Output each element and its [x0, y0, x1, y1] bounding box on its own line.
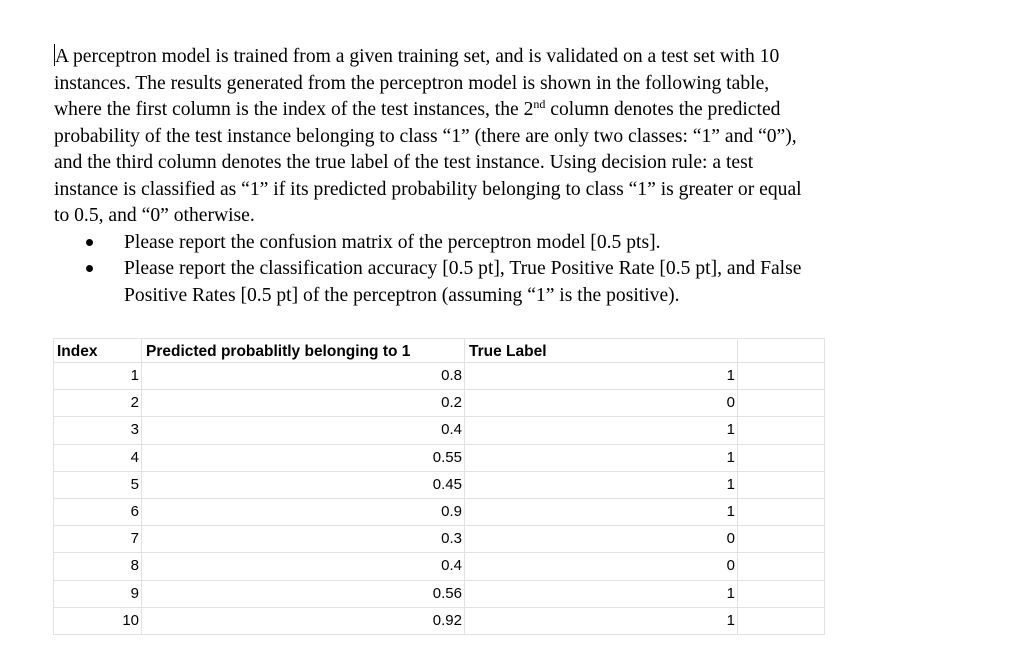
- text-line-4: probability of the test instance belonging to class “1” (there are only two classes: “1” and “0”),: [54, 125, 797, 147]
- cell-true-label: 1: [726, 421, 735, 439]
- cell-index: 10: [122, 611, 139, 629]
- question-text: [54, 44, 954, 309]
- task-list: [54, 230, 954, 310]
- cell-predicted-probability: 0.55: [432, 448, 462, 466]
- table-gridline-horizontal: [53, 498, 825, 499]
- table-gridline-vertical: [464, 338, 465, 634]
- cell-true-label: 1: [726, 475, 735, 493]
- table-gridline-horizontal: [53, 552, 825, 553]
- header-index: Index: [57, 343, 98, 360]
- cell-index: 3: [130, 421, 139, 439]
- cell-index: 2: [130, 394, 139, 412]
- table-gridline-horizontal: [53, 338, 825, 339]
- text-line-7: to 0.5, and “0” otherwise.: [54, 205, 255, 226]
- table-gridline-horizontal: [53, 416, 825, 417]
- text-line: [54, 46, 779, 67]
- task-text-line-2: Positive Rates [0.5 pt] of the perceptron (assuming “1” is the positive).: [124, 284, 680, 306]
- question-paragraph: [54, 44, 954, 230]
- cell-index: 5: [130, 475, 139, 493]
- header-predicted-probability: Predicted probablitly belonging to 1: [146, 343, 411, 360]
- table-gridline-horizontal: [53, 471, 825, 472]
- table-gridline-horizontal: [53, 525, 825, 526]
- cell-predicted-probability: 0.45: [432, 475, 462, 493]
- text-line-2: instances. The results generated from the perceptron model is shown in the following table,: [54, 72, 770, 94]
- bullet-icon: [86, 239, 93, 246]
- cell-true-label: 0: [726, 557, 735, 575]
- header-true-label: True Label: [469, 343, 547, 360]
- text-line-3b: column denotes the predicted: [545, 99, 781, 120]
- table-gridline-vertical: [141, 338, 142, 634]
- table-gridline-vertical: [737, 338, 738, 634]
- task-item-accuracy-rates: [54, 256, 954, 309]
- text-line-1: A perceptron model is trained from a given training set, and is validated on a test set with 10: [55, 46, 780, 67]
- table-gridline-vertical: [53, 338, 54, 634]
- table-gridline-horizontal: [53, 580, 825, 581]
- task-item-confusion-matrix: [54, 230, 954, 257]
- task-text-line-1: Please report the classification accuracy [0.5 pt], True Positive Rate [0.5 pt], and False: [124, 258, 802, 279]
- table-gridline-vertical: [824, 338, 825, 634]
- table-grid: [53, 338, 825, 634]
- cell-predicted-probability: 0.4: [441, 557, 462, 575]
- cell-index: 4: [130, 448, 139, 466]
- cell-true-label: 1: [726, 503, 735, 520]
- cell-predicted-probability: 0.9: [441, 503, 462, 520]
- results-table: [53, 338, 825, 634]
- cell-true-label: 1: [726, 367, 735, 384]
- cell-true-label: 0: [726, 394, 735, 412]
- table-gridline-horizontal: [53, 444, 825, 445]
- table-gridline-horizontal: [53, 634, 825, 635]
- table-gridline-horizontal: [53, 607, 825, 608]
- cell-index: 1: [130, 367, 139, 384]
- cell-true-label: 1: [726, 611, 735, 629]
- cell-predicted-probability: 0.3: [441, 530, 462, 548]
- superscript-nd: nd: [533, 97, 546, 111]
- cell-index: 6: [130, 503, 139, 520]
- cell-predicted-probability: 0.4: [441, 421, 462, 439]
- cell-predicted-probability: 0.92: [432, 611, 462, 629]
- table-gridline-horizontal: [53, 389, 825, 390]
- cell-predicted-probability: 0.56: [432, 584, 462, 602]
- table-gridline-horizontal: [53, 362, 825, 363]
- cell-true-label: 1: [726, 448, 735, 466]
- cell-index: 8: [130, 557, 139, 575]
- cell-predicted-probability: 0.2: [441, 394, 462, 412]
- text-line-3: [54, 99, 780, 120]
- cell-index: 7: [130, 530, 139, 548]
- task-text: Please report the confusion matrix of the perceptron model [0.5 pts].: [124, 231, 661, 253]
- text-line-6: instance is classified as “1” if its predicted probability belonging to class “1” is greater or equal: [54, 178, 802, 200]
- cell-predicted-probability: 0.8: [441, 367, 462, 384]
- cell-true-label: 0: [726, 530, 735, 548]
- text-line-5: and the third column denotes the true label of the test instance. Using decision rule: a test: [54, 152, 754, 173]
- text-line-3a: where the first column is the index of the test instances, the 2: [54, 99, 534, 120]
- cell-true-label: 1: [726, 584, 735, 602]
- bullet-icon: [86, 265, 93, 272]
- cell-index: 9: [130, 584, 139, 602]
